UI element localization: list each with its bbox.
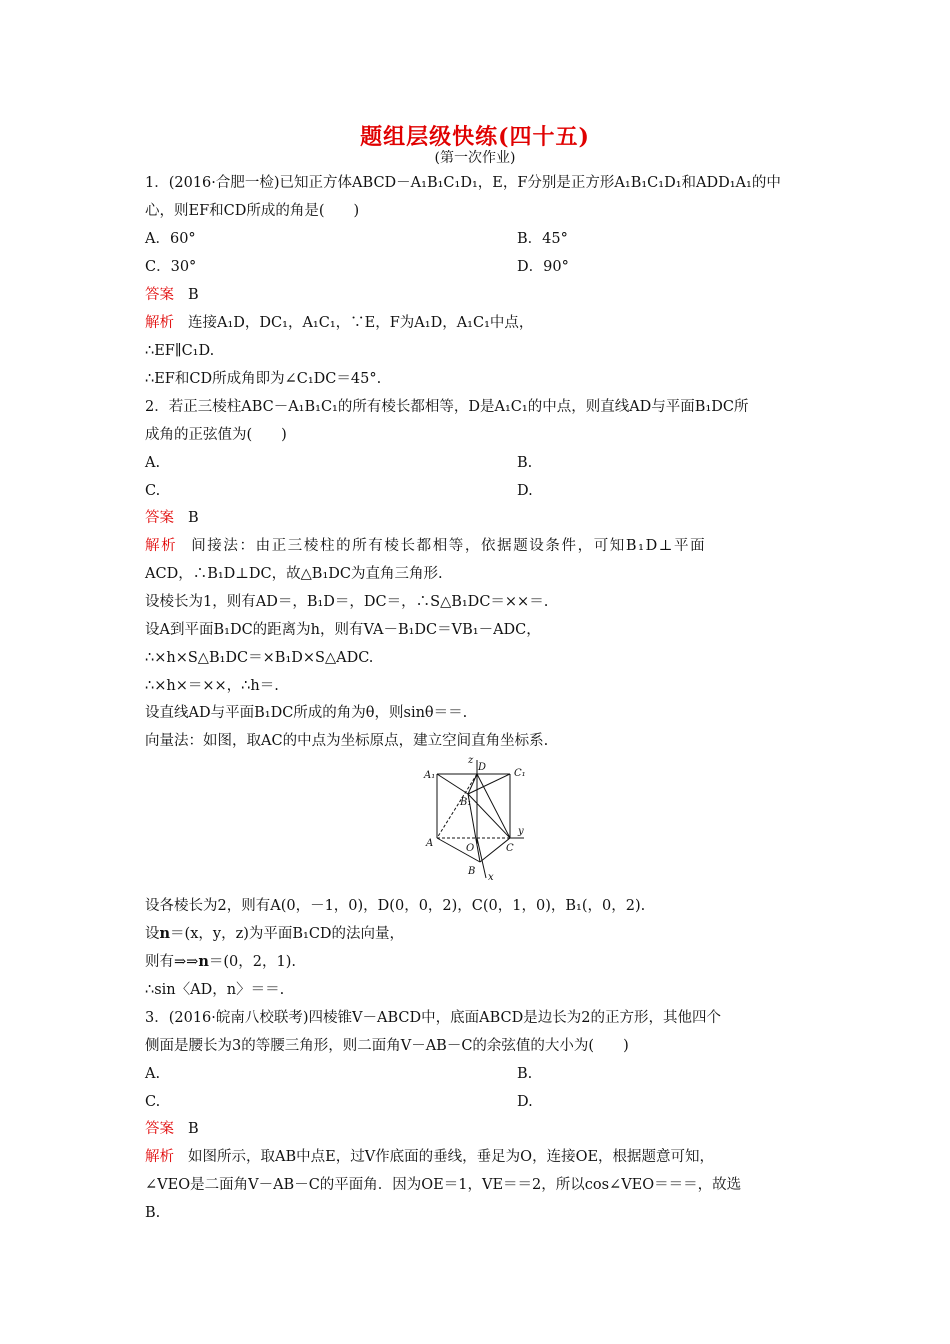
q3-analysis-line3: B.: [145, 1205, 161, 1221]
q2-analysis-line8: 向量法：如图，取AC的中点为坐标原点，建立空间直角坐标系.: [145, 733, 549, 749]
q2-option-a: A.: [145, 455, 161, 471]
q1-analysis-line1: 解析 连接A₁D，DC₁，A₁C₁，∵E，F为A₁D，A₁C₁中点，: [145, 315, 534, 331]
q2-analysis-line10: 设n＝(x，y，z)为平面B₁CD的法向量，: [145, 925, 405, 942]
label-y: y: [518, 826, 524, 837]
q2-answer: [145, 508, 199, 528]
label-b1: B₁: [460, 797, 472, 808]
q3-answer: [145, 1119, 199, 1139]
q2-option-b: B.: [517, 455, 533, 471]
edge-a1-b1: [437, 774, 468, 794]
segment-d-c: [477, 774, 510, 838]
q3-option-b: B.: [517, 1066, 533, 1082]
q1-answer: [145, 285, 199, 305]
q2-analysis-line6: ∴×h×＝××，∴h＝.: [145, 678, 279, 694]
q2-analysis-line11: 则有⇒⇒n＝(0，2，1).: [145, 953, 296, 970]
answer-label: 答案: [145, 510, 174, 526]
q3-option-d: D.: [517, 1094, 533, 1110]
answer-label: 答案: [145, 1121, 174, 1137]
answer-value: B: [188, 287, 199, 303]
analysis-label: 解析: [145, 1149, 174, 1165]
q3-option-a: A.: [145, 1066, 161, 1082]
answer-label: 答案: [145, 287, 174, 303]
normal-vector-n: n: [159, 925, 171, 942]
q2-analysis-line5: ∴×h×S△B₁DC＝×B₁D×S△ADC.: [145, 650, 374, 666]
q1-option-d: D．90°: [517, 259, 569, 275]
q2-option-c: C.: [145, 483, 161, 499]
q1-option-b: B．45°: [517, 231, 568, 247]
q2-option-d: D.: [517, 483, 533, 499]
q2-analysis-line2: ACD，∴B₁D⊥DC，故△B₁DC为直角三角形.: [145, 566, 443, 582]
answer-value: B: [188, 1121, 199, 1137]
q2-analysis-line4: 设A到平面B₁DC的距离为h，则有VA－B₁DC＝VB₁－ADC，: [145, 622, 541, 638]
analysis-label: 解析: [145, 538, 178, 554]
normal-vector-n: n: [198, 953, 209, 970]
q2-stem-line2: 成角的正弦值为( ): [145, 427, 287, 443]
prism-diagram: [420, 754, 540, 882]
q1-option-c: C．30°: [145, 259, 197, 275]
label-a: A: [426, 838, 434, 849]
label-z: z: [468, 755, 474, 766]
q1-option-a: A．60°: [145, 231, 196, 247]
page-subtitle: (第一次作业): [434, 150, 516, 166]
q3-analysis-line1: 解析 如图所示，取AB中点E，过V作底面的垂线，垂足为O，连接OE，根据题意可知，: [145, 1149, 715, 1165]
q2-analysis-line9: 设各棱长为2，则有A(0，－1，0)，D(0，0，2)，C(0，1，0)，B₁(，0，2).: [145, 898, 646, 914]
q3-analysis-line2: ∠VEO是二面角V－AB－C的平面角．因为OE＝1，VE＝＝2，所以cos∠VEO＝＝＝，故选: [145, 1177, 742, 1193]
label-c: C: [506, 843, 514, 854]
q1-analysis-line2: ∴EF∥C₁D.: [145, 343, 215, 359]
edge-b1-c1: [468, 774, 510, 794]
analysis-label: 解析: [145, 315, 174, 331]
answer-value: B: [188, 510, 199, 526]
label-o: O: [466, 843, 475, 854]
label-c1: C₁: [514, 768, 526, 779]
q2-stem-line1: 2．若正三棱柱ABC－A₁B₁C₁的所有棱长都相等，D是A₁C₁的中点，则直线AD与平面B₁DC所: [145, 399, 749, 415]
q3-stem-line2: 侧面是腰长为3的等腰三角形，则二面角V－AB－C的余弦值的大小为( ): [145, 1038, 629, 1054]
q2-analysis-line1: 解析 间接法：由正三棱柱的所有棱长都相等，依据题设条件，可知B₁D⊥平面: [145, 538, 707, 554]
q2-analysis-line3: 设棱长为1，则有AD＝，B₁D＝，DC＝，∴S△B₁DC＝××＝.: [145, 594, 549, 610]
q1-analysis-line3: ∴EF和CD所成角即为∠C₁DC＝45°.: [145, 371, 382, 387]
q3-stem-line1: 3．(2016·皖南八校联考)四棱锥V－ABCD中，底面ABCD是边长为2的正方形，其他四个: [145, 1010, 721, 1026]
label-x: x: [488, 872, 494, 882]
label-b: B: [468, 866, 476, 877]
page-title: 题组层级快练(四十五): [360, 124, 590, 150]
q3-option-c: C.: [145, 1094, 161, 1110]
label-a1: A₁: [424, 770, 436, 781]
label-d: D: [478, 762, 487, 773]
prism-figure: [420, 754, 540, 882]
q1-stem-line1: 1．(2016·合肥一检)已知正方体ABCD－A₁B₁C₁D₁，E，F分别是正方形A₁B₁C₁D₁和ADD₁A₁的中: [145, 175, 781, 191]
q1-stem-line2: 心，则EF和CD所成的角是( ): [145, 203, 360, 219]
q2-analysis-line12: ∴sin〈AD，n〉＝＝.: [145, 982, 285, 998]
segment-d-b1: [468, 774, 477, 794]
q2-analysis-line7: 设直线AD与平面B₁DC所成的角为θ，则sinθ＝＝.: [145, 705, 468, 721]
